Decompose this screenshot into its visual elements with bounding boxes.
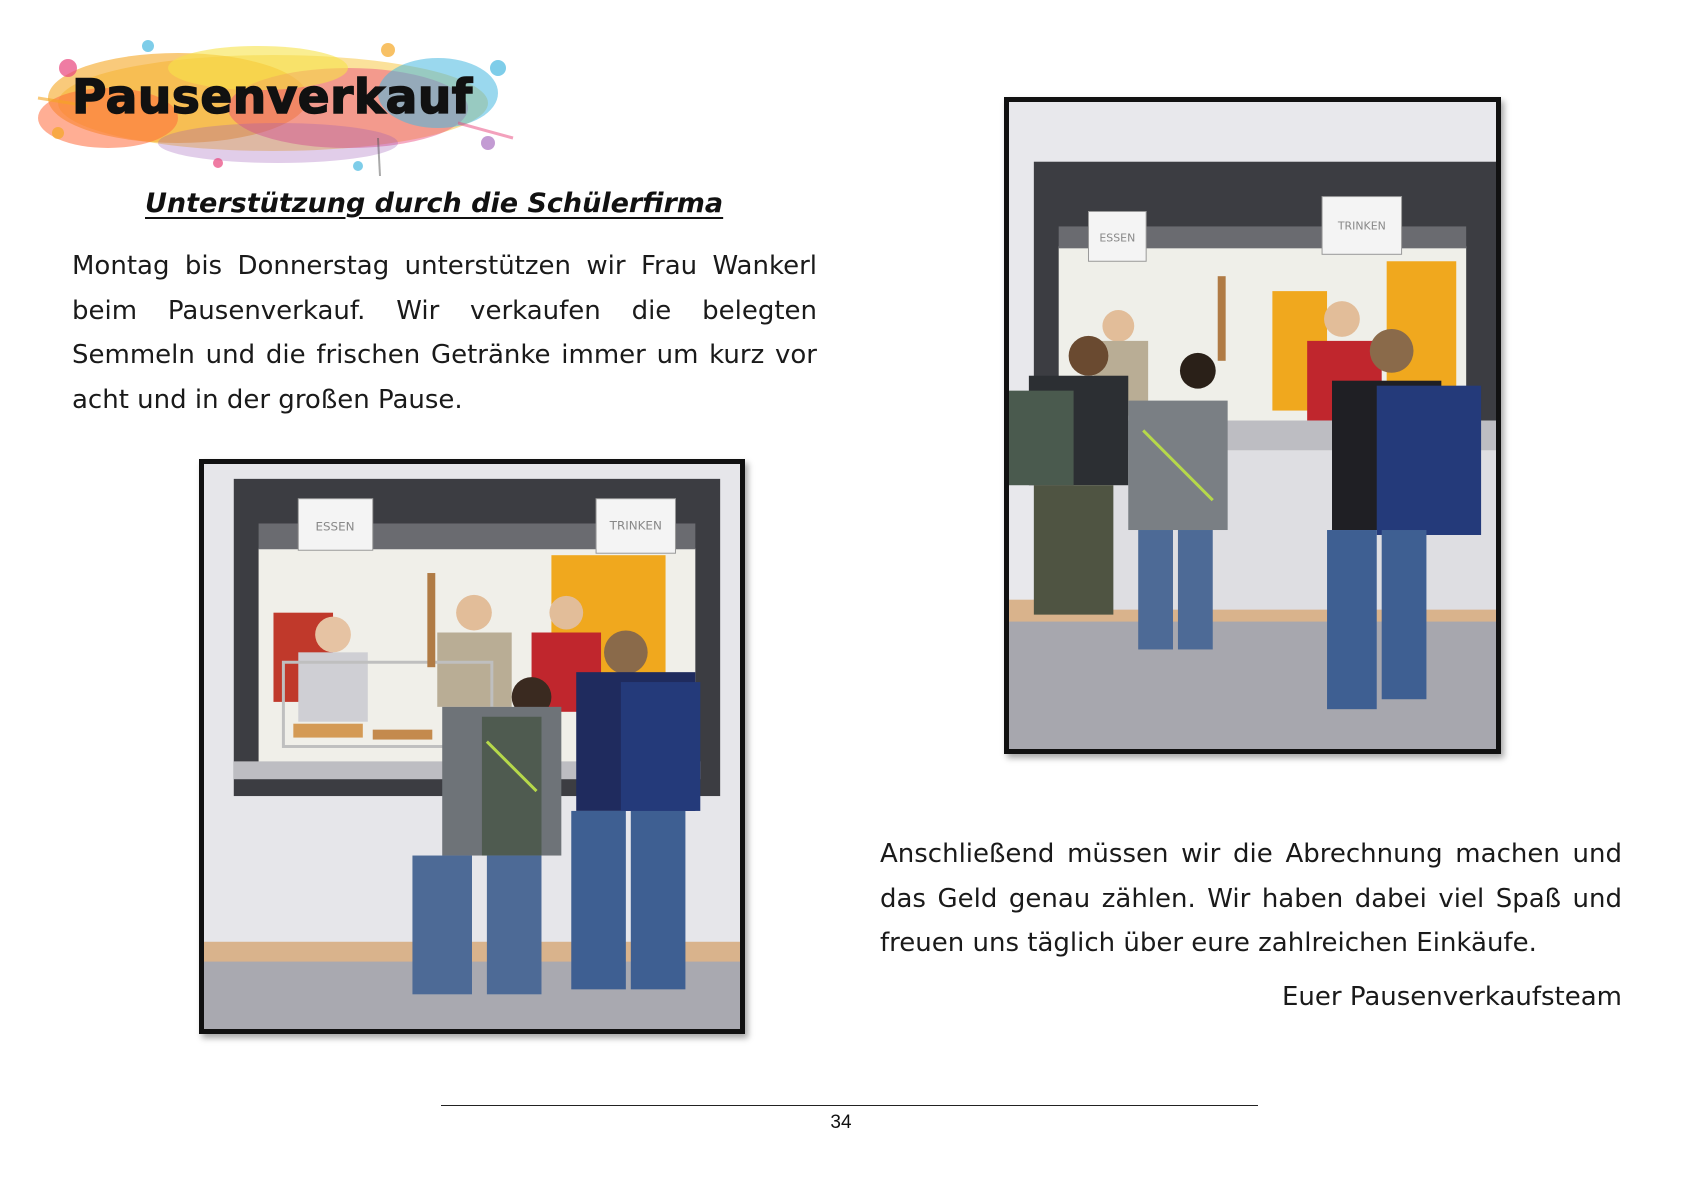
- photo-counter-side-illustration: [1009, 102, 1496, 749]
- footer-divider: [441, 1105, 1258, 1106]
- section-subtitle: Unterstützung durch die Schülerfirma: [145, 188, 724, 219]
- sign-food-right: ESSEN: [1099, 231, 1136, 245]
- sign-drinks-right: TRINKEN: [1337, 219, 1386, 233]
- intro-paragraph: Montag bis Donnerstag unterstützen wir Frau Wankerl beim Pausenverkauf. Wir verkaufen die belegten Semmeln und die frischen Getränke immer um kurz vor acht und in der großen Pause.: [72, 251, 817, 415]
- page-number: 34: [830, 1112, 852, 1133]
- photo-counter-side: [1004, 97, 1501, 754]
- photo-counter-front-illustration: [204, 464, 740, 1029]
- sign-drinks-left: TRINKEN: [609, 518, 662, 533]
- photo-counter-front: [199, 459, 745, 1034]
- signoff: Euer Pausenverkaufsteam: [1281, 982, 1622, 1012]
- logo-title: Pausenverkauf: [72, 70, 473, 125]
- sign-food-left: ESSEN: [315, 519, 355, 534]
- closing-paragraph: Anschließend müssen wir die Abrechnung machen und das Geld genau zählen. Wir haben dabei viel Spaß und freuen uns täglich über eure zahlreichen Einkäufe.: [880, 839, 1622, 958]
